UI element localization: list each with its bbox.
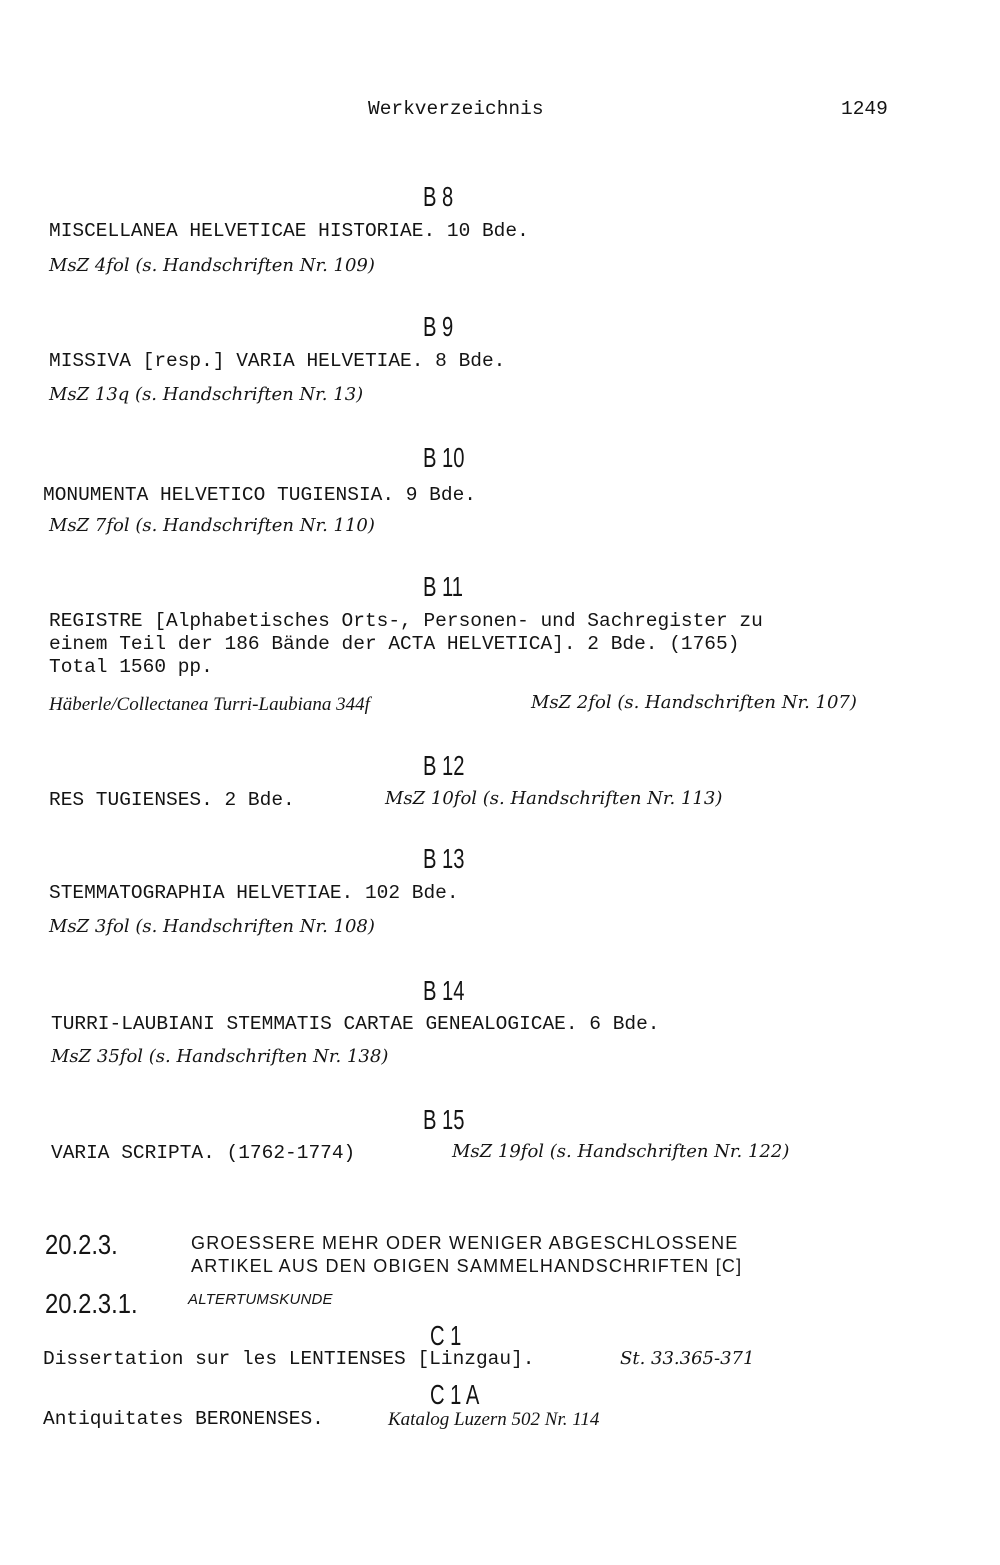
entry-title: STEMMATOGRAPHIA HELVETIAE. 102 Bde. xyxy=(49,882,459,904)
manuscript-ref: MsZ 19fol (s. Handschriften Nr. 122) xyxy=(452,1141,790,1162)
entry-title: Antiquitates BERONENSES. xyxy=(43,1408,324,1430)
subsection-title: ALTERTUMSKUNDE xyxy=(188,1291,333,1308)
entry-id: B 11 xyxy=(423,571,463,602)
section-number: 20.2.3. xyxy=(45,1229,118,1260)
manuscript-ref: MsZ 7fol (s. Handschriften Nr. 110) xyxy=(49,515,375,536)
entry-title: MISSIVA [resp.] VARIA HELVETIAE. 8 Bde. xyxy=(49,350,506,372)
entry-title: TURRI-LAUBIANI STEMMATIS CARTAE GENEALOGICAE. 6 Bde. xyxy=(51,1013,660,1035)
entry-id: B 9 xyxy=(423,311,454,342)
manuscript-ref: MsZ 3fol (s. Handschriften Nr. 108) xyxy=(49,916,375,937)
manuscript-ref: MsZ 10fol (s. Handschriften Nr. 113) xyxy=(385,788,723,809)
manuscript-ref: MsZ 13q (s. Handschriften Nr. 13) xyxy=(49,384,364,405)
manuscript-ref: MsZ 4fol (s. Handschriften Nr. 109) xyxy=(49,255,375,276)
entry-id: C 1 xyxy=(430,1320,462,1351)
entry-id: B 8 xyxy=(423,181,454,212)
entry-title: MISCELLANEA HELVETICAE HISTORIAE. 10 Bde. xyxy=(49,220,529,242)
entry-title-line: REGISTRE [Alphabetisches Orts-, Personen- und Sachregister zu xyxy=(49,610,763,632)
entry-title: RES TUGIENSES. 2 Bde. xyxy=(49,789,295,811)
page-number: 1249 xyxy=(841,98,888,120)
subsection-number: 20.2.3.1. xyxy=(45,1288,138,1319)
entry-title: MONUMENTA HELVETICO TUGIENSIA. 9 Bde. xyxy=(43,484,476,506)
entry-id: B 12 xyxy=(423,750,465,781)
section-title-line: GROESSERE MEHR ODER WENIGER ABGESCHLOSSENE xyxy=(191,1233,739,1253)
entry-id: B 10 xyxy=(423,442,465,473)
manuscript-ref: MsZ 2fol (s. Handschriften Nr. 107) xyxy=(531,692,857,713)
entry-title-line: Total 1560 pp. xyxy=(49,656,213,678)
entry-id: B 15 xyxy=(423,1104,465,1135)
running-title: Werkverzeichnis xyxy=(368,98,544,120)
literature-ref: Häberle/Collectanea Turri-Laubiana 344f xyxy=(49,694,370,715)
entry-id: B 14 xyxy=(423,975,465,1006)
entry-id: C 1 A xyxy=(430,1379,480,1410)
catalog-ref: Katalog Luzern 502 Nr. 114 xyxy=(388,1409,600,1430)
entry-id: B 13 xyxy=(423,843,465,874)
source-ref: St. 33.365-371 xyxy=(620,1348,755,1369)
entry-title: VARIA SCRIPTA. (1762-1774) xyxy=(51,1142,356,1164)
entry-title: Dissertation sur les LENTIENSES [Linzgau]. xyxy=(43,1348,535,1370)
entry-title-line: einem Teil der 186 Bände der ACTA HELVETICA]. 2 Bde. (1765) xyxy=(49,633,740,655)
manuscript-ref: MsZ 35fol (s. Handschriften Nr. 138) xyxy=(51,1046,389,1067)
section-title-line: ARTIKEL AUS DEN OBIGEN SAMMELHANDSCHRIFTEN [C] xyxy=(191,1256,743,1276)
